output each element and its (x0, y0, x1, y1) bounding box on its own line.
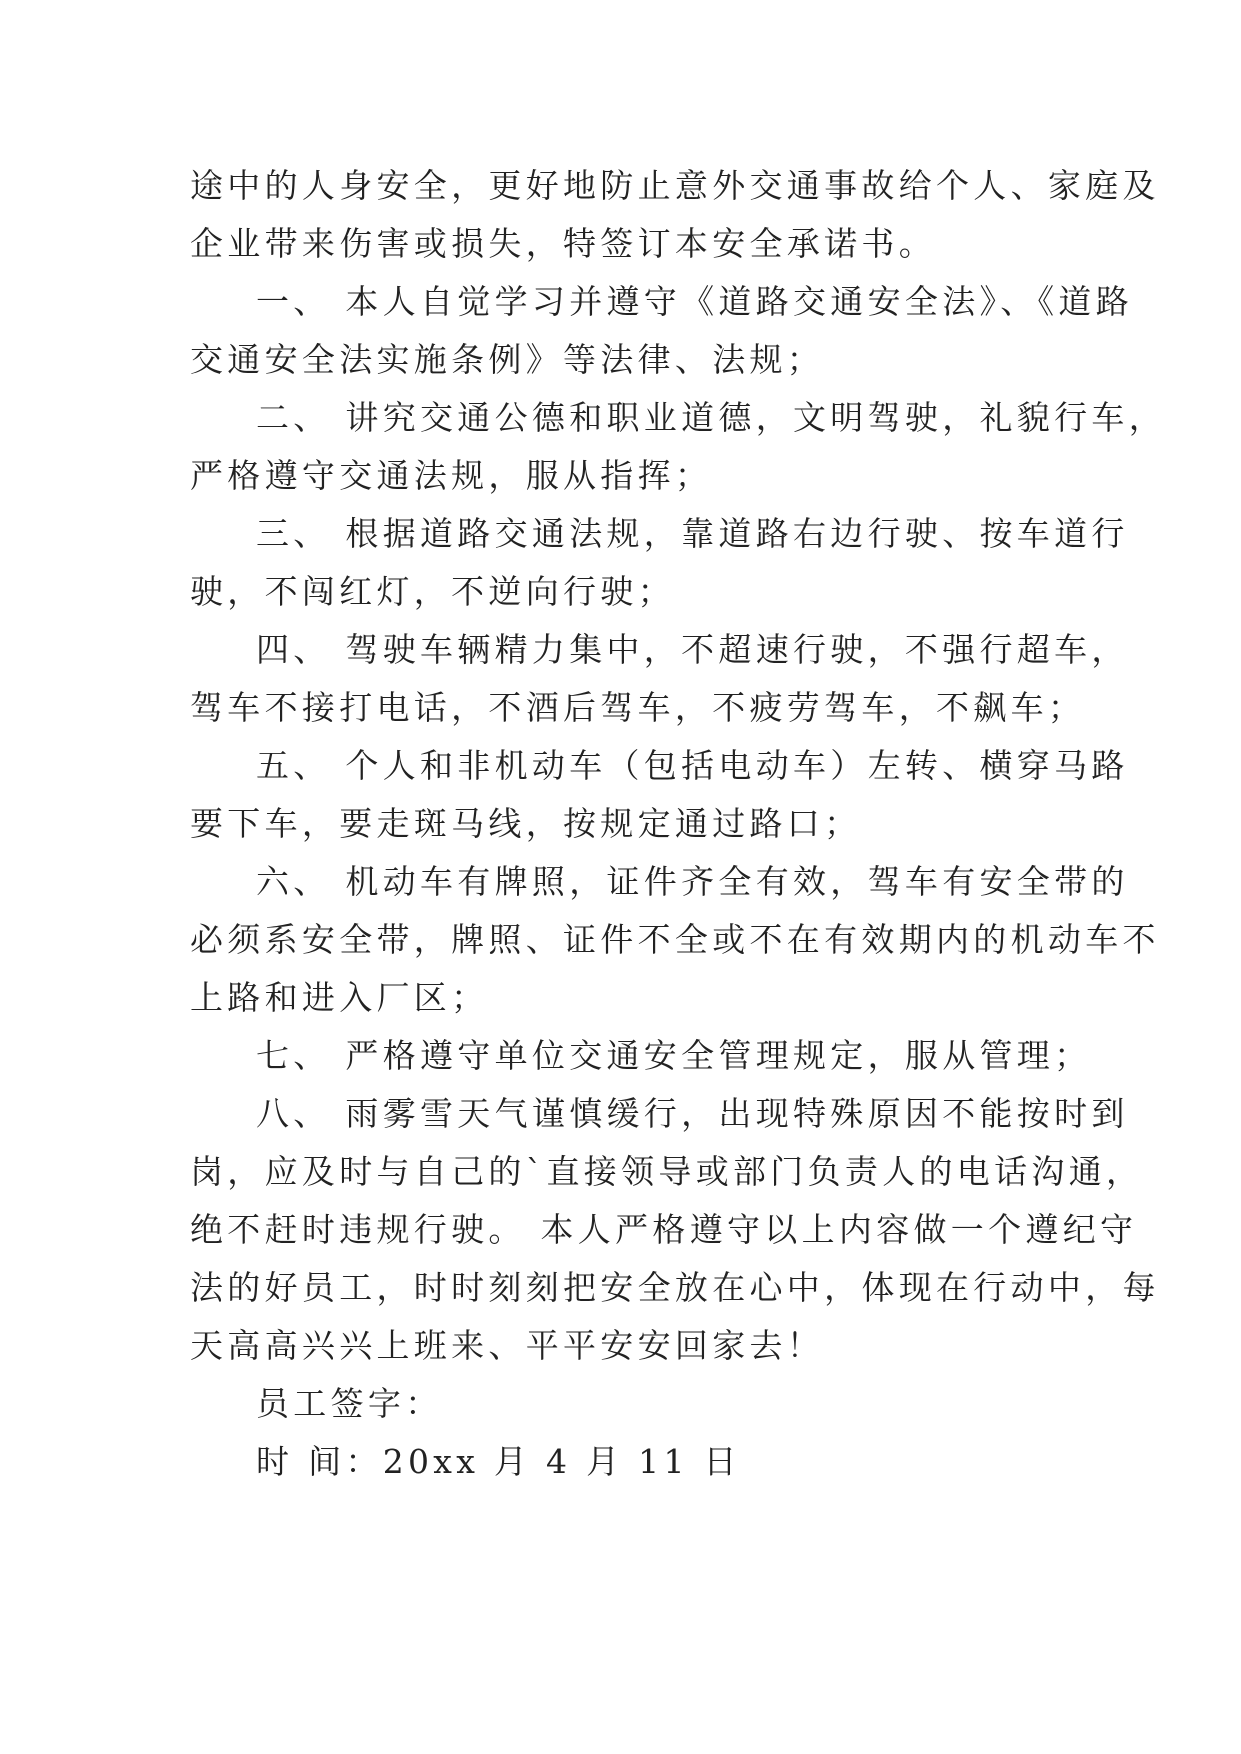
clause-7-line-1: 七、 严格遵守单位交通安全管理规定，服从管理； (256, 1036, 1092, 1075)
clause-2-line-1: 二、 讲究交通公德和职业道德，文明驾驶，礼貌行车， (256, 398, 1166, 437)
clause-8-line-5: 天高高兴兴上班来、平平安安回家去！ (190, 1326, 825, 1365)
clause-8-line-1: 八、 雨雾雪天气谨慎缓行，出现特殊原因不能按时到 (256, 1094, 1129, 1133)
clause-4-line-2: 驾车不接打电话，不酒后驾车，不疲劳驾车，不飙车； (190, 688, 1086, 727)
clause-6-line-3: 上路和进入厂区； (190, 978, 489, 1017)
date-line: 时 间：20xx 月 4 月 11 日 (256, 1442, 741, 1481)
clause-5-line-2: 要下车，要走斑马线，按规定通过路口； (190, 804, 862, 843)
clause-8-line-4: 法的好员工，时时刻刻把安全放在心中，体现在行动中，每 (190, 1268, 1160, 1307)
clause-8-line-3: 绝不赶时违规行驶。 本人严格遵守以上内容做一个遵纪守 (190, 1210, 1138, 1249)
clause-2-line-2: 严格遵守交通法规，服从指挥； (190, 456, 713, 495)
text-line-1: 途中的人身安全，更好地防止意外交通事故给个人、家庭及 (190, 166, 1160, 205)
text-line-2: 企业带来伤害或损失，特签订本安全承诺书。 (190, 224, 936, 263)
clause-6-line-2: 必须系安全带，牌照、证件不全或不在有效期内的机动车不 (190, 920, 1160, 959)
clause-8-line-2: 岗，应及时与自己的`直接领导或部门负责人的电话沟通， (190, 1152, 1144, 1191)
clause-5-line-1: 五、 个人和非机动车（包括电动车）左转、横穿马路 (256, 746, 1129, 785)
signature-label: 员工签字： (256, 1384, 443, 1423)
clause-3-line-1: 三、 根据道路交通法规，靠道路右边行驶、按车道行 (256, 514, 1129, 553)
clause-1-line-2: 交通安全法实施条例》等法律、法规； (190, 340, 825, 379)
clause-1-line-1: 一、 本人自觉学习并遵守《道路交通安全法》、《道路 (256, 282, 1133, 321)
clause-3-line-2: 驶，不闯红灯，不逆向行驶； (190, 572, 675, 611)
clause-4-line-1: 四、 驾驶车辆精力集中，不超速行驶，不强行超车， (256, 630, 1129, 669)
clause-6-line-1: 六、 机动车有牌照，证件齐全有效，驾车有安全带的 (256, 862, 1129, 901)
